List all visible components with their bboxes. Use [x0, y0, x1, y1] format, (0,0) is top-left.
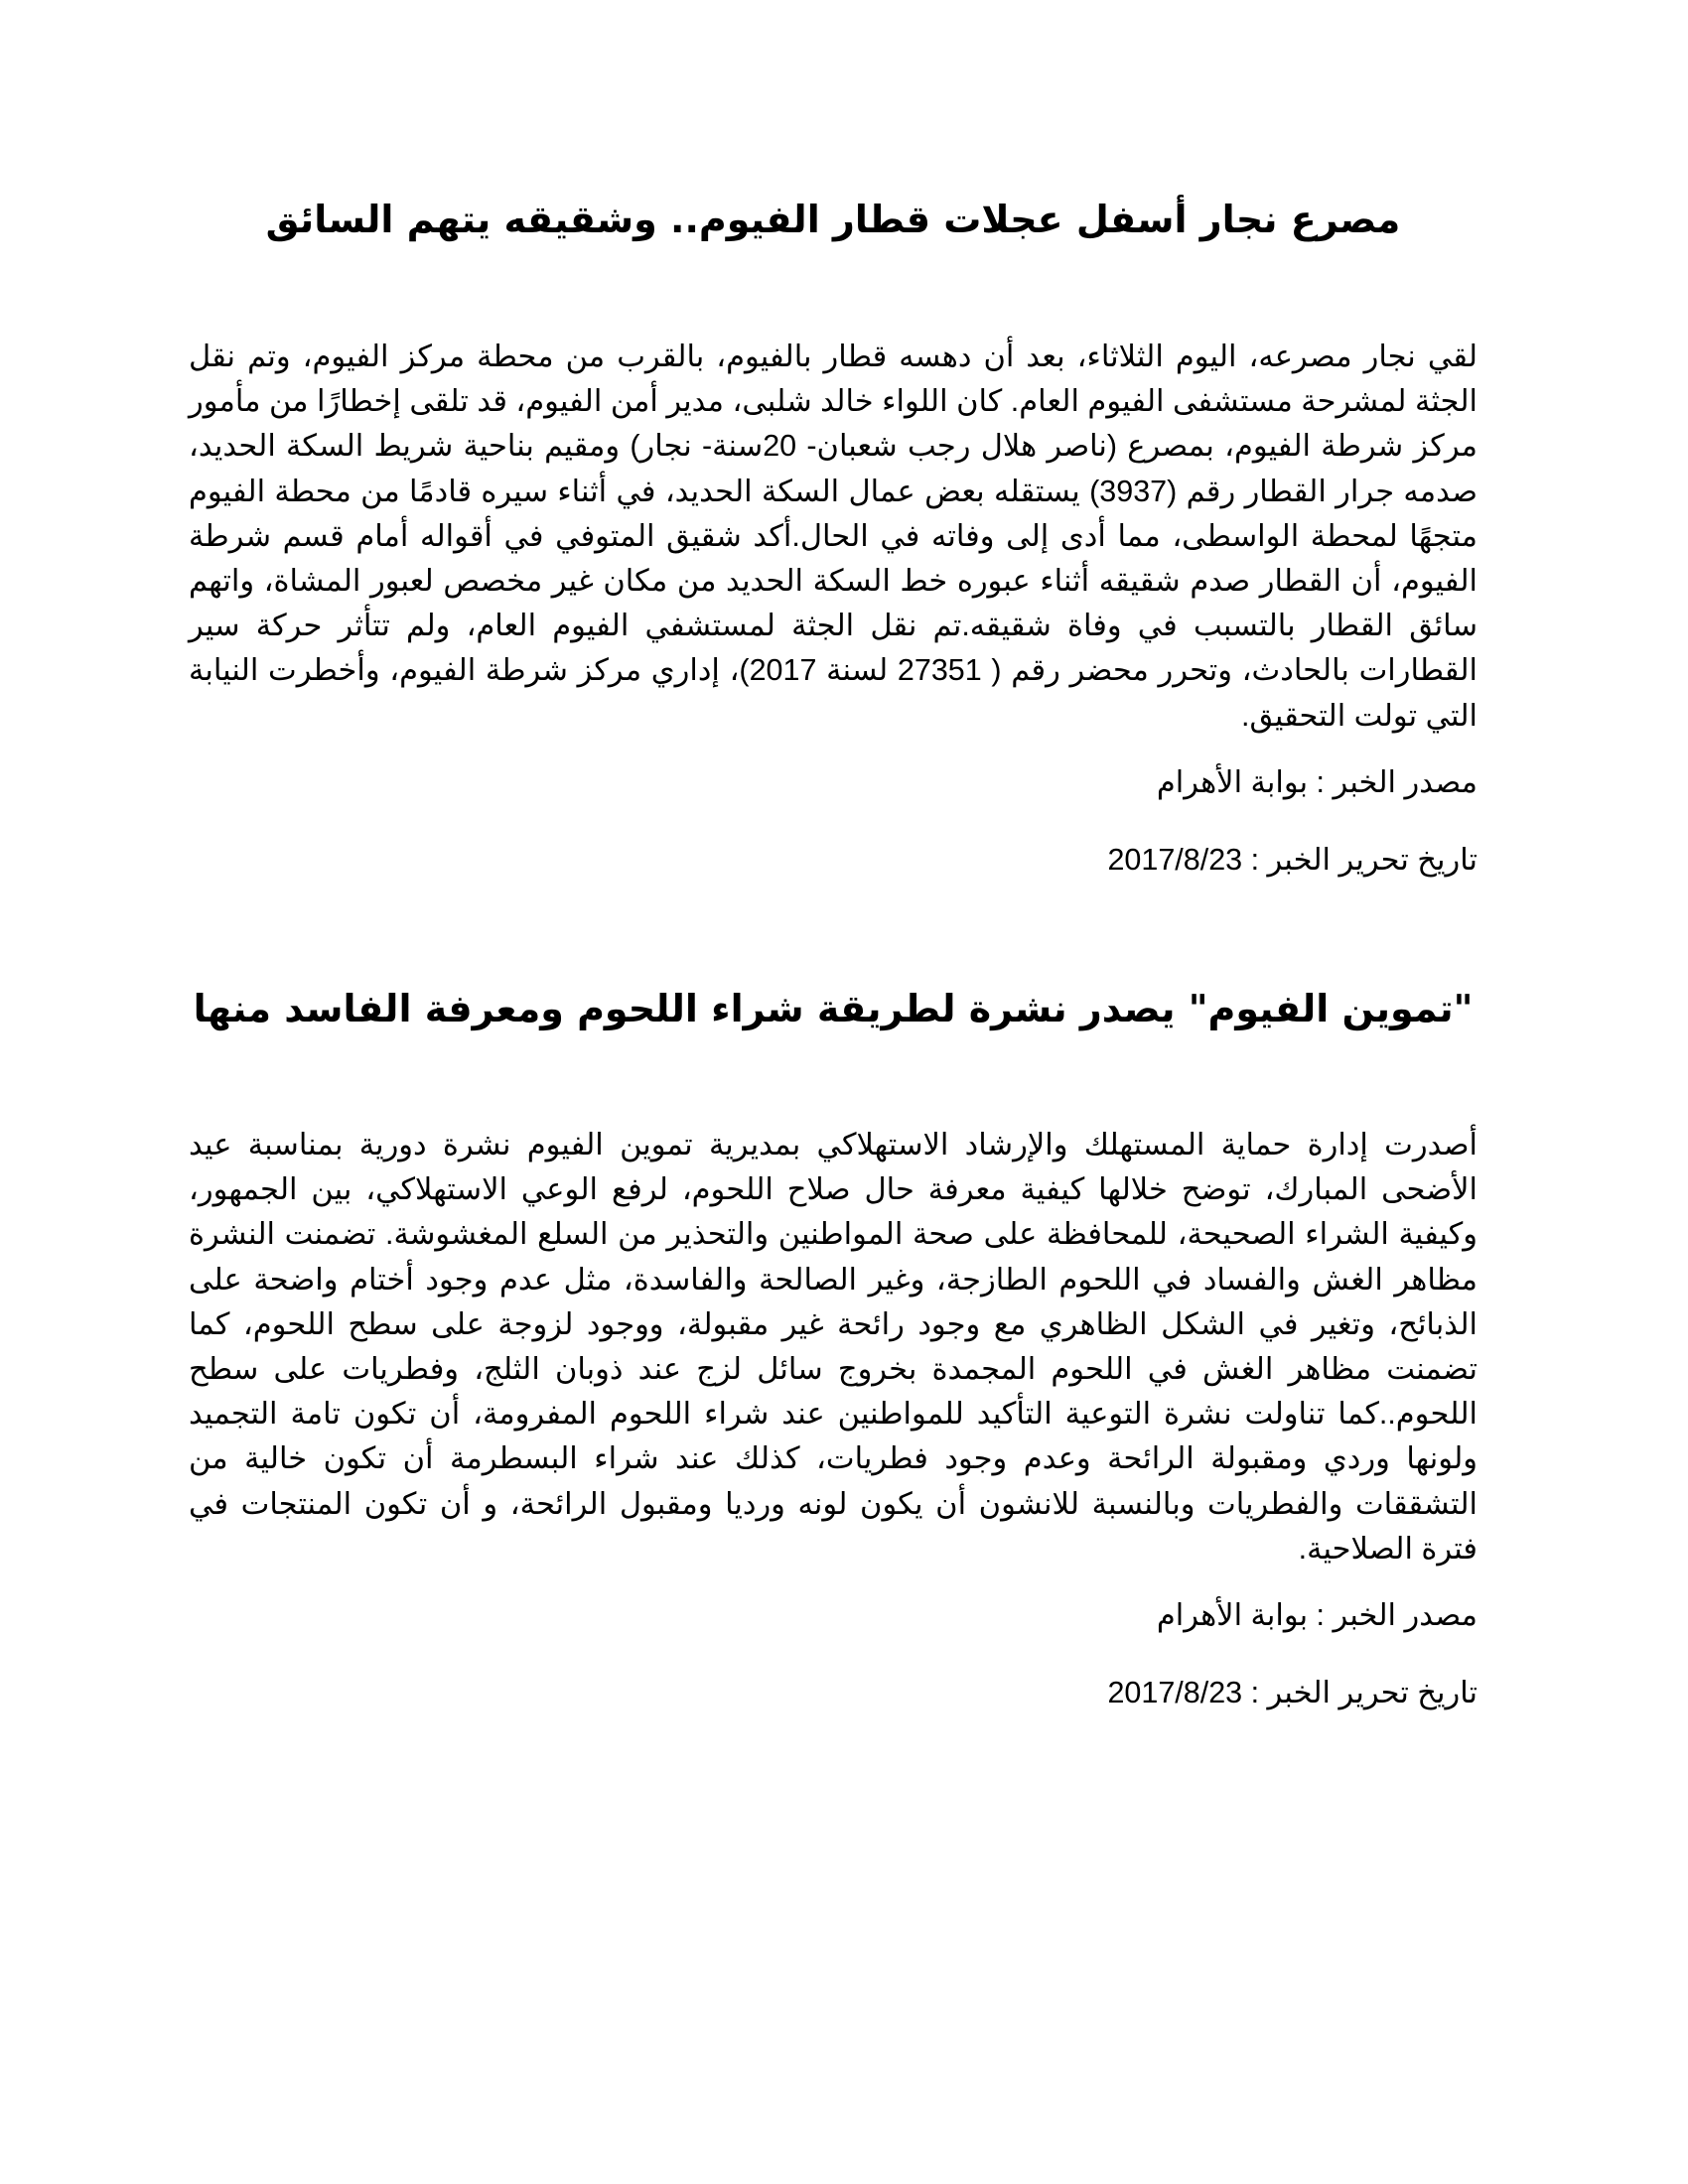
article-source: مصدر الخبر : بوابة الأهرام	[1156, 1598, 1477, 1633]
article-headline: مصرع نجار أسفل عجلات قطار الفيوم.. وشقيقه يتهم السائق	[265, 198, 1401, 241]
news-article	[189, 189, 1477, 880]
article-headline: "تموين الفيوم" يصدر نشرة لطريقة شراء اللحوم ومعرفة الفاسد منها	[193, 987, 1474, 1030]
article-date: تاريخ تحرير الخبر : 2017/8/23	[1107, 1676, 1477, 1710]
article-body: لقي نجار مصرعه، اليوم الثلاثاء، بعد أن دهسه قطار بالفيوم، بالقرب من محطة مركز الفيوم، وتم نقل الجثة لمشرحة مستشفى الفيوم العام. كان اللواء خالد شلبى، مدير أمن الفيوم، قد تلقى إخطارًا من مأمور مركز شرطة الفيوم، بمصرع (ناصر هلال رجب شعبان- 20سنة- نجار) ومقيم بناحية شريط السكة الحديد، صدمه جرار القطار رقم (3937) يستقله بعض عمال السكة الحديد، في أثناء سيره قادمًا من محطة الفيوم متجهًا لمحطة الواسطى، مما أدى إلى وفاته في الحال.أكد شقيق المتوفي في أقواله أمام قسم شرطة الفيوم، أن القطار صدم شقيقه أثناء عبوره خط السكة الحديد من مكان غير مخصص لعبور المشاة، واتهم سائق القطار بالتسبب في وفاة شقيقه.تم نقل الجثة لمستشفي الفيوم العام، ولم تتأثر حركة سير القطارات بالحادث، وتحرر محضر رقم ( 27351 لسنة 2017)، إداري مركز شرطة الفيوم، وأخطرت النيابة التي تولت التحقيق.	[189, 340, 1477, 733]
news-article	[189, 978, 1477, 1712]
article-source: مصدر الخبر : بوابة الأهرام	[1156, 764, 1477, 799]
article-body: أصدرت إدارة حماية المستهلك والإرشاد الاستهلاكي بمديرية تموين الفيوم نشرة دورية بمناسبة عيد الأضحى المبارك، توضح خلالها كيفية معرفة حال صلاح اللحوم، لرفع الوعي الاستهلاكي، بين الجمهور، وكيفية الشراء الصحيحة، للمحافظة على صحة المواطنين والتحذير من السلع المغشوشة. تضمنت النشرة مظاهر الغش والفساد في اللحوم الطازجة، وغير الصالحة والفاسدة، مثل عدم وجود أختام واضحة على الذبائح، وتغير في الشكل الظاهري مع وجود رائحة غير مقبولة، ووجود لزوجة على سطح اللحوم، كما تضمنت مظاهر الغش في اللحوم المجمدة بخروج سائل لزج عند ذوبان الثلج، وفطريات على سطح اللحوم..كما تناولت نشرة التوعية التأكيد للمواطنين عند شراء اللحوم المفرومة، أن تكون تامة التجميد ولونها وردي ومقبولة الرائحة وعدم وجود فطريات، كذلك عند شراء البسطرمة أن تكون خالية من التشققات والفطريات وبالنسبة للانشون أن يكون لونه ورديا ومقبول الرائحة، و أن تكون المنتجات في فترة الصلاحية.	[189, 1128, 1477, 1566]
article-date: تاريخ تحرير الخبر : 2017/8/23	[1107, 842, 1477, 877]
